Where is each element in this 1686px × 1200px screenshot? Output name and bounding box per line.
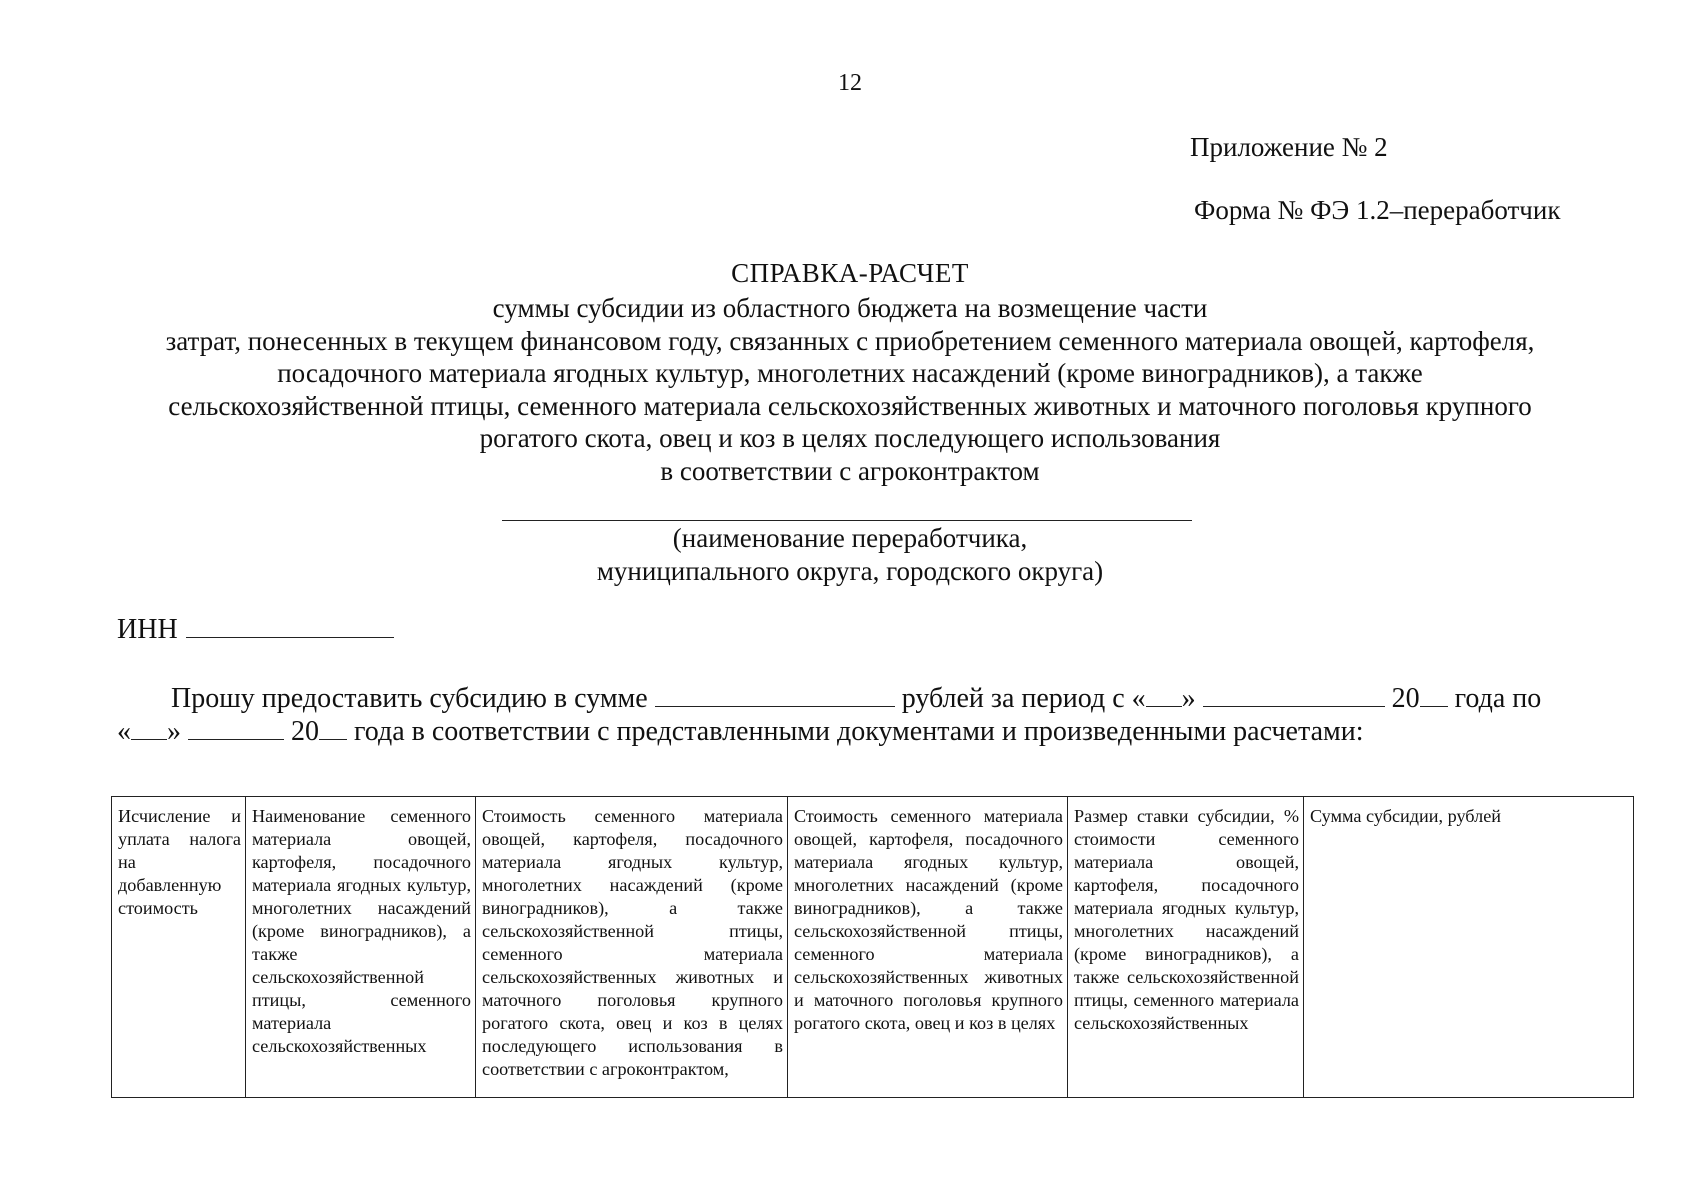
hint-line: (наименование переработчика, bbox=[672, 523, 1028, 553]
start-year-field[interactable] bbox=[1420, 684, 1448, 707]
page-number: 12 bbox=[838, 70, 862, 96]
end-month-field[interactable] bbox=[188, 717, 284, 740]
processor-name-field[interactable] bbox=[502, 520, 1192, 521]
subtitle-line: сельскохозяйственной птицы, семенного материала сельскохозяйственных животных и маточного поголовья крупного bbox=[168, 390, 1532, 421]
document-title: СПРАВКА-РАСЧЕТ bbox=[731, 258, 969, 288]
header-text: Стоимость семенного материала овощей, картофеля, посадочного материала ягодных культур, многолетних насаждений (кроме виноградников), а также сельскохозяйственной птицы, семенного материала сельскохозяйственных животных и маточного поголовья крупного рогатого скота, овец и коз в целях последующего использования в соответствии с агроконтрактом, bbox=[482, 806, 783, 1079]
header-text: Исчисление и уплата налога на добавленную стоимость bbox=[118, 806, 241, 918]
subtitle-line: затрат, понесенных в текущем финансовом году, связанных с приобретением семенного материала овощей, картофеля, bbox=[165, 325, 1535, 356]
amount-field[interactable] bbox=[655, 684, 895, 707]
header-text: Сумма субсидии, рублей bbox=[1310, 806, 1501, 826]
hint-line: муниципального округа, городского округа) bbox=[596, 556, 1104, 586]
table-header-row bbox=[112, 797, 1634, 1098]
subtitle-line: в соответствии с агроконтрактом bbox=[660, 455, 1040, 486]
inn-label: ИНН bbox=[117, 614, 178, 645]
table-header-cell bbox=[788, 797, 1068, 1098]
inn-field[interactable] bbox=[186, 615, 394, 638]
table-header-cell bbox=[112, 797, 246, 1098]
request-text: 20 bbox=[291, 716, 319, 747]
request-text: » bbox=[1181, 683, 1196, 714]
document-subtitle bbox=[120, 292, 1580, 487]
table-header-cell bbox=[1068, 797, 1304, 1098]
appendix-label: Приложение № 2 bbox=[1190, 132, 1388, 162]
subtitle-line: суммы субсидии из областного бюджета на возмещение части bbox=[492, 293, 1208, 323]
header-text: Стоимость семенного материала овощей, картофеля, посадочного материала ягодных культур, многолетних насаждений (кроме виноградников), а также сельскохозяйственной птицы, семенного материала сельскохозяйственных животных и маточного поголовья крупного рогатого скота, овец и коз в целях bbox=[794, 806, 1063, 1033]
subtitle-line: посадочного материала ягодных культур, многолетних насаждений (кроме виноградников), а также bbox=[277, 358, 1423, 388]
subtitle-line: рогатого скота, овец и коз в целях последующего использования bbox=[479, 423, 1221, 453]
form-number: Форма № ФЭ 1.2–переработчик bbox=[1194, 195, 1561, 225]
request-line-1 bbox=[117, 683, 1580, 715]
end-year-field[interactable] bbox=[319, 717, 347, 740]
request-text: » bbox=[167, 716, 181, 747]
table-header-cell bbox=[1304, 797, 1634, 1098]
request-text: года по bbox=[1454, 683, 1542, 714]
calculation-table bbox=[111, 796, 1634, 1098]
end-day-field[interactable] bbox=[131, 717, 167, 740]
table-header-cell bbox=[246, 797, 476, 1098]
processor-name-hint bbox=[420, 522, 1280, 588]
request-text: 20 bbox=[1391, 683, 1420, 714]
table-header-cell bbox=[476, 797, 788, 1098]
request-text: « bbox=[117, 716, 131, 747]
start-month-field[interactable] bbox=[1203, 684, 1385, 707]
request-line-2 bbox=[117, 716, 1580, 748]
header-text: Наименование семенного материала овощей, картофеля, посадочного материала ягодных культур, многолетних насаждений (кроме виноградников), а также сельскохозяйственной птицы, семенного материала сельскохозяйственных bbox=[252, 806, 471, 1056]
request-text: Прошу предоставить субсидию в сумме bbox=[171, 683, 648, 714]
header-text: Размер ставки субсидии, % стоимости семенного материала овощей, картофеля, посадочного материала ягодных культур, многолетних насаждений (кроме виноградников), а также сельскохозяйственной птицы, семенного материала сельскохозяйственных bbox=[1074, 806, 1299, 1033]
inn-row bbox=[117, 614, 394, 646]
request-text: года в соответствии с представленными документами и произведенными расчетами: bbox=[354, 716, 1364, 747]
start-day-field[interactable] bbox=[1146, 684, 1182, 707]
request-text: рублей за период с « bbox=[901, 683, 1146, 714]
